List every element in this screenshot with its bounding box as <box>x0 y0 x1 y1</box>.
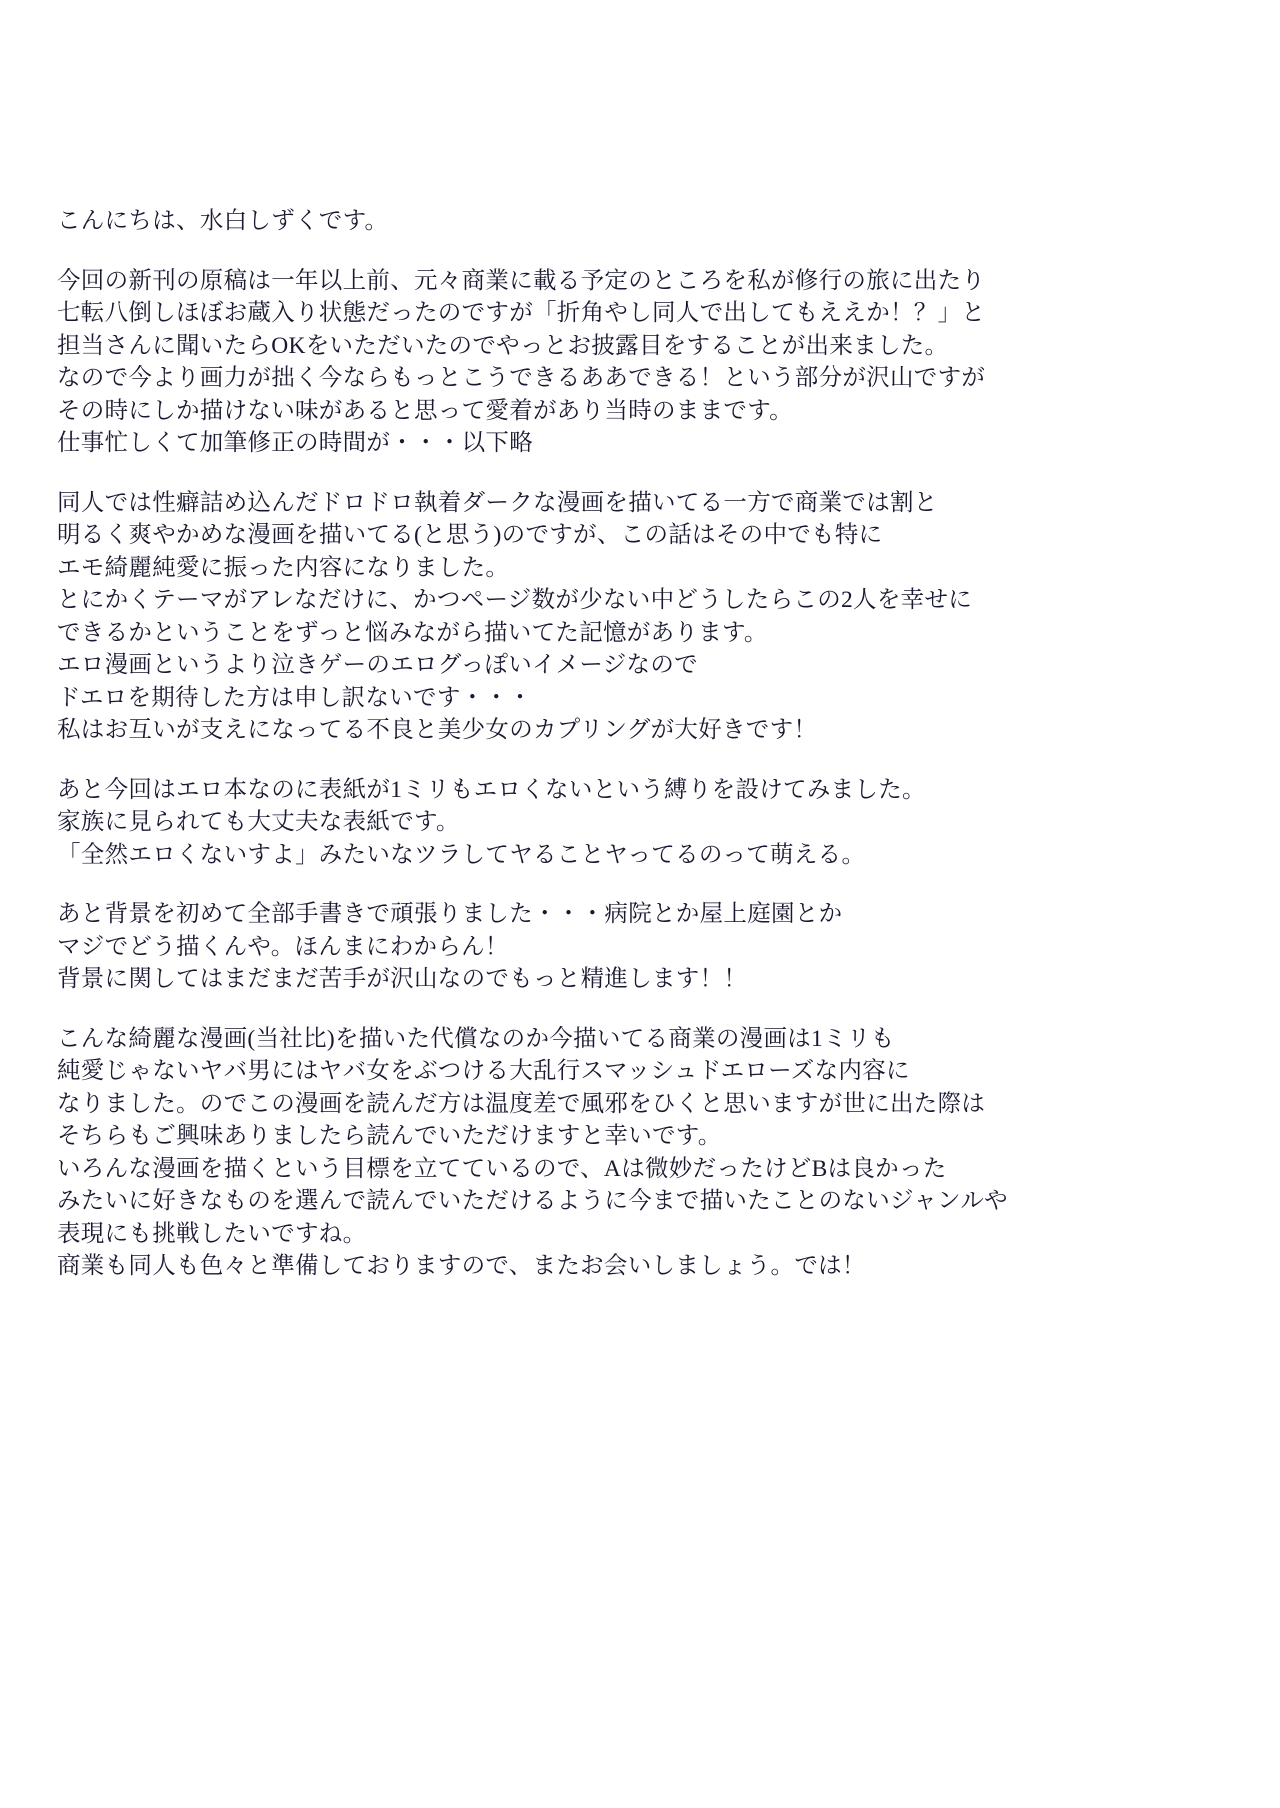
text-line: あと背景を初めて全部手書きで頑張りました・・・病院とか屋上庭園とか <box>57 901 843 927</box>
text-line: 七転八倒しほぼお蔵入り状態だったのですが「折角やし同人で出してもええか！？」と <box>57 300 986 326</box>
text-line: 背景に関してはまだまだ苦手が沢山なのでもっと精進します！！ <box>57 966 748 992</box>
text-line: こんにちは、水白しずくです。 <box>57 208 389 234</box>
afterword-text-body <box>57 205 1237 1283</box>
text-line: なので今より画力が拙く今ならもっとこうできるああできる！という部分が沢山ですが <box>57 365 986 391</box>
paragraph-closing <box>57 1023 1237 1283</box>
text-line: あと今回はエロ本なのに表紙が1ミリもエロくないという縛りを設けてみました。 <box>57 776 926 803</box>
paragraph-cover-rule <box>57 774 1237 872</box>
text-line: そちらもご興味ありましたら読んでいただけますと幸いです。 <box>57 1123 722 1149</box>
text-line: その時にしか描けない味があると思って愛着があり当時のままです。 <box>57 397 793 424</box>
text-line: 担当さんに聞いたらOKをいただいたのでやっとお披露目をすることが出来ました。 <box>57 332 949 359</box>
text-line: 同人では性癖詰め込んだドロドロ執着ダークな漫画を描いてる一方で商業では割と <box>57 489 938 516</box>
text-line: みたいに好きなものを選んで読んでいただけるように今まで描いたことのないジャンルや <box>57 1188 1008 1214</box>
text-line: 私はお互いが支えになってる不良と美少女のカプリングが大好きです！ <box>57 717 818 743</box>
text-line: できるかということをずっと悩みながら描いてた記憶があります。 <box>57 619 768 646</box>
text-line: ドエロを期待した方は申し訳ないです・・・ <box>57 684 533 711</box>
text-line: 仕事忙しくて加筆修正の時間が・・・以下略 <box>57 430 533 456</box>
text-line: なりました。のでこの漫画を読んだ方は温度差で風邪をひくと思いますが世に出た際は <box>57 1090 986 1117</box>
text-line: とにかくテーマがアレなだけに、かつページ数が少ない中どうしたらこの2人を幸せに <box>57 587 973 613</box>
text-line: こんな綺麗な漫画(当社比)を描いた代償なのか今描いてる商業の漫画は1ミリも <box>57 1025 895 1052</box>
paragraph-doujin-vs-shougyou <box>57 487 1237 747</box>
text-line: 今回の新刊の原稿は一年以上前、元々商業に載る予定のところを私が修行の旅に出たり <box>57 267 986 294</box>
text-line: マジでどう描くんや。ほんまにわからん！ <box>57 933 509 960</box>
text-line: 「全然エロくないすよ」みたいなツラしてヤることヤってるのって萌える。 <box>57 841 866 868</box>
text-line: 表現にも挑戦したいですね。 <box>57 1220 367 1247</box>
text-line: 商業も同人も色々と準備しておりますので、またお会いしましょう。では！ <box>57 1253 866 1279</box>
text-line: エモ綺麗純愛に振った内容になりました。 <box>57 554 510 581</box>
paragraph-about-manuscript <box>57 265 1237 460</box>
paragraph-backgrounds <box>57 898 1237 996</box>
text-line: 純愛じゃないヤバ男にはヤバ女をぶつける大乱行スマッシュドエローズな内容に <box>57 1058 910 1084</box>
text-line: 家族に見られても大丈夫な表紙です。 <box>57 809 460 835</box>
text-line: 明るく爽やかめな漫画を描いてる(と思う)のですが、この話はその中でも特に <box>57 522 883 548</box>
text-line: エロ漫画というより泣きゲーのエログっぽいイメージなので <box>57 652 698 678</box>
paragraph-greeting <box>57 205 1237 238</box>
text-line: いろんな漫画を描くという目標を立てているので、Aは微妙だったけどBは良かった <box>57 1155 947 1182</box>
